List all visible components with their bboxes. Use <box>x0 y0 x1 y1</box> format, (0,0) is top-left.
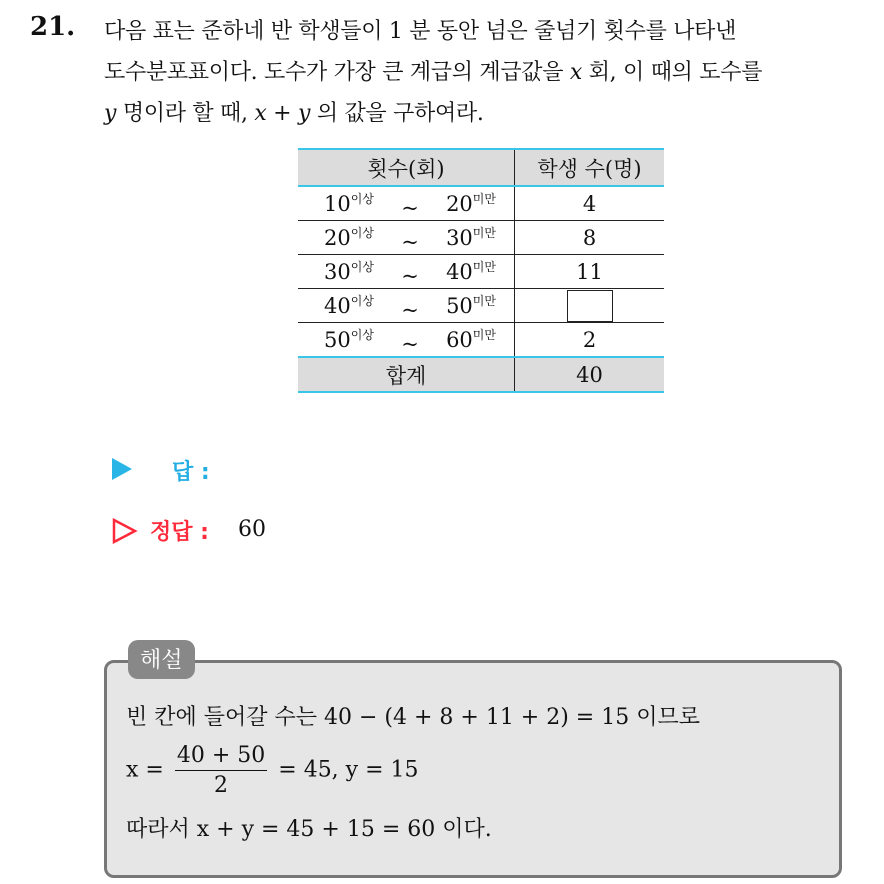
correct-answer-value: 60 <box>238 517 266 542</box>
question-text-line3: y 명이라 할 때, x + y 의 값을 구하여라. <box>104 101 484 126</box>
answer-arrow-icon <box>112 458 132 480</box>
fraction-denominator: 2 <box>214 773 229 798</box>
count-cell: 4 <box>515 186 665 221</box>
fraction <box>175 743 267 798</box>
range-cell <box>298 186 515 221</box>
total-label: 합계 <box>298 357 515 392</box>
range-tilde: ~ <box>401 263 419 288</box>
range-high: $30^{미만}$ <box>446 225 496 250</box>
range-tilde: ~ <box>401 331 419 356</box>
fraction-numerator: 40 + 50 <box>175 743 267 771</box>
answer-label: 답 : <box>172 460 210 485</box>
range-tilde: ~ <box>401 229 419 254</box>
question-text-line1: 다음 표는 준하네 반 학생들이 1 분 동안 넘은 줄넘기 횟수를 나타낸 <box>104 19 737 44</box>
range-high: $20^{미만}$ <box>446 191 496 216</box>
question-text-line2: 도수분포표이다. 도수가 가장 큰 계급의 계급값을 x 회, 이 때의 도수를 <box>104 60 763 85</box>
range-tilde: ~ <box>401 195 419 220</box>
range-high: $50^{미만}$ <box>446 293 496 318</box>
range-low: $10^{이상}$ <box>324 191 374 216</box>
explanation-line3: 따라서 x + y = 45 + 15 = 60 이다. <box>126 817 492 842</box>
correct-answer-label: 정답 : <box>150 520 209 545</box>
range-low: $50^{이상}$ <box>324 327 374 352</box>
explanation-tab: 해설 <box>128 640 195 679</box>
explanation-line1: 빈 칸에 들어갈 수는 40 − (4 + 8 + 11 + 2) = 15 이므로 <box>126 705 700 730</box>
range-cell <box>298 289 515 323</box>
table-row <box>298 289 664 323</box>
frequency-table <box>298 148 664 393</box>
range-high: $60^{미만}$ <box>446 327 496 352</box>
table-row <box>298 186 664 221</box>
range-tilde: ~ <box>401 297 419 322</box>
table-row <box>298 221 664 255</box>
explanation-x-rhs: = 45, y = 15 <box>278 757 419 783</box>
table-row <box>298 323 664 358</box>
table-header-row <box>298 149 664 186</box>
explanation-line2 <box>126 743 419 798</box>
header-students: 학생 수(명) <box>515 149 665 186</box>
explanation-x-lhs: x = <box>126 757 164 783</box>
count-cell: 8 <box>515 221 665 255</box>
range-high: $40^{미만}$ <box>446 259 496 284</box>
range-cell <box>298 323 515 358</box>
correct-answer-arrow-icon <box>112 518 138 544</box>
range-low: $20^{이상}$ <box>324 225 374 250</box>
count-cell: 2 <box>515 323 665 358</box>
table-row <box>298 255 664 289</box>
total-value: 40 <box>515 357 665 392</box>
count-cell <box>515 289 665 323</box>
range-cell <box>298 221 515 255</box>
table-total-row <box>298 357 664 392</box>
range-low: $30^{이상}$ <box>324 259 374 284</box>
question-number: 21. <box>30 12 76 42</box>
header-count-range: 횟수(회) <box>298 149 515 186</box>
blank-answer-box <box>567 290 613 322</box>
range-cell <box>298 255 515 289</box>
count-cell: 11 <box>515 255 665 289</box>
range-low: $40^{이상}$ <box>324 293 374 318</box>
